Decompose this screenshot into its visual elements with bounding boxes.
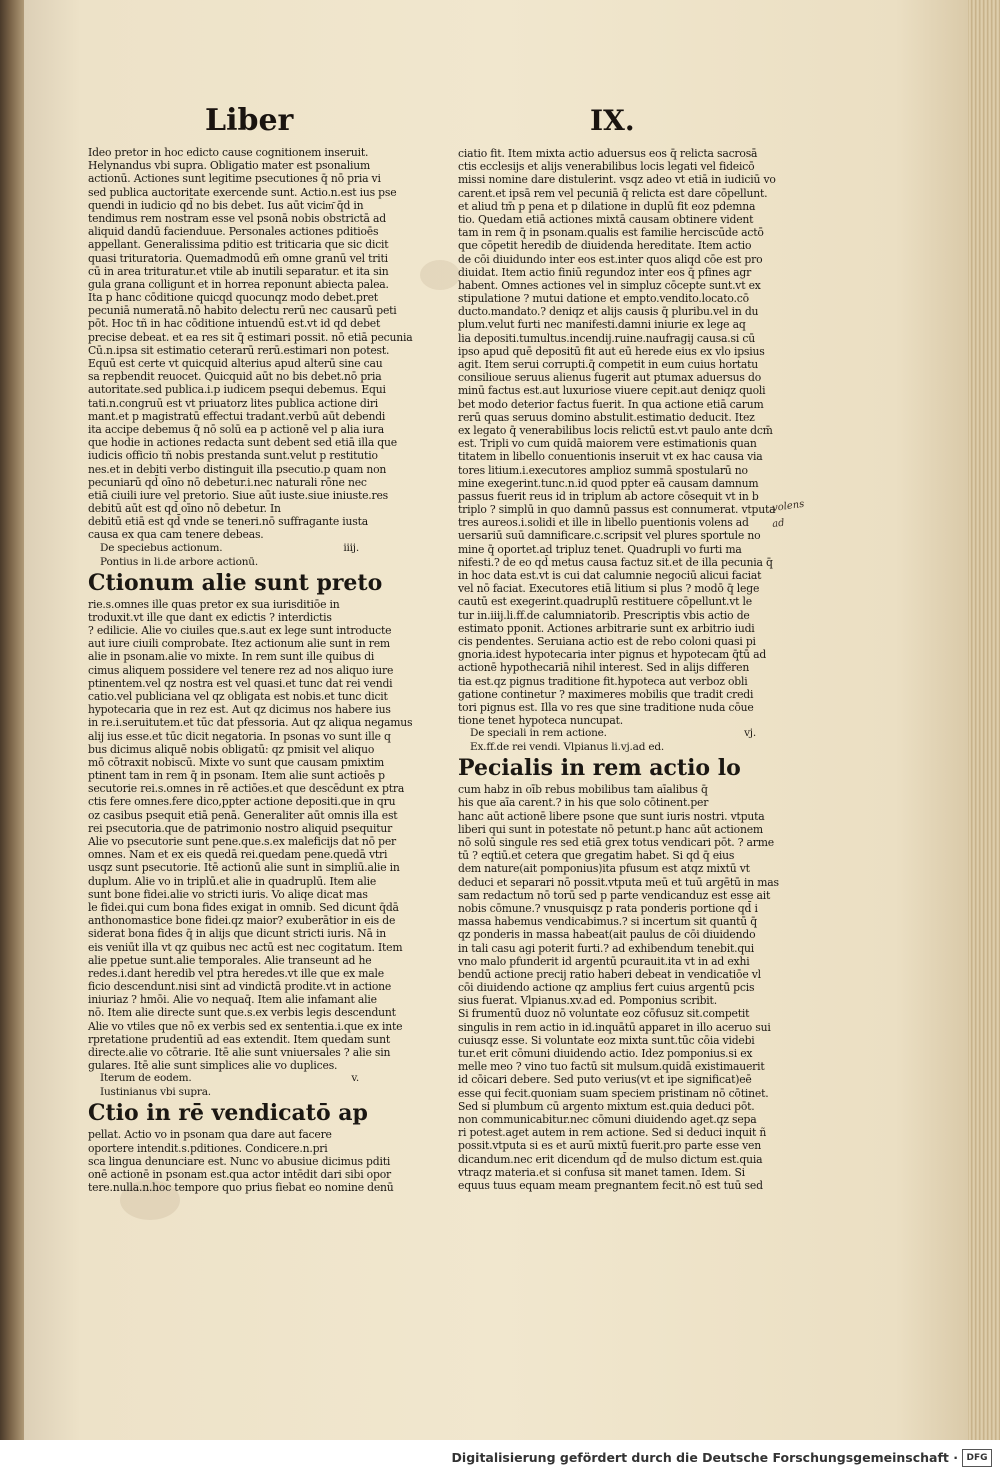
text-line: oportere intendit.s.pditiones. Condicere.n.pri [88,1141,328,1155]
rubric-chapter-number: vj. [744,727,756,740]
text-line: debitū etiā est qd̄ vnde se teneri.nō suffragante iusta [88,515,369,529]
text-line: Helynandus vbi supra. Obligatio mater est psonalium [88,159,370,173]
text-line: Equū est certe vt quicquid alterius apud alterū sine cau [88,357,383,370]
text-line: debitū aūt est qd̄ oīno nō debetur. In [88,502,281,516]
text-line: gula grana colligunt et in horrea reponunt abiecta palea. [88,277,389,291]
text-line: actionē hypothecariā nihil interest. Sed in alijs differen [458,661,750,675]
text-line: minū factus est.aut luxuriose viuere cepit.aut deniqz quoli [458,384,766,398]
text-line: causa ex qua cam tenere debeas. [88,528,264,542]
text-line: tati.n.congruū est vt priuatorz lites publica actione diri [88,396,379,410]
text-line: Ita p hanc cōditione quicqd quocunqz modo debet.pret [88,291,378,305]
text-line: Cū.n.ipsa sit estimatio ceterarū rerū.estimari non potest. [88,343,390,357]
rubric-heading [458,727,770,741]
margin-note-word: ad [771,517,786,531]
text-line: anthonomastice bone fidei.qz maior? exuberātior in eis de [88,914,396,928]
text-line: ptinent tam in rem q̄ in psonam. Item alie sunt actioēs p [88,769,385,783]
text-line: rerū quas seruus domino abstulit.estimatio deducit. Itez [458,410,755,424]
section-initial-line: Ctio in rē vendicatō ap [88,1100,368,1127]
text-line: uersariū suū damnificare.c.scripsit vel plures sportule no [458,529,761,543]
text-line: hanc aūt actionē libere psone que sunt iuris nostri. vtputa [458,809,765,823]
text-line: mō cōtraxit nobiscū. Mixte vo sunt que causam pmixtim [88,755,385,769]
text-line: esse qui fecit.quoniam suam speciem pristinam nō cōtinet. [458,1086,769,1100]
text-line: ita accipe debemus q̄ nō solū ea p actionē vel p alia iura [88,422,384,436]
rubric-text: De speciali in rem actione. [470,727,607,740]
text-line: equus tuus equam meam pregnantem fecit.nō est tuū sed [458,1178,763,1192]
text-line: mine q̄ oportet.ad tripluz tenet. Quadrupli vo furti ma [458,542,742,556]
text-line: cautū est exegerint.quadruplū restituere cōpellunt.vt le [458,595,752,609]
rubric-heading [88,1086,373,1100]
text-line: sed publica auctoritate exercende sunt. Actio.n.est ius pse [88,185,397,199]
text-line: ipso apud quē depositū fit aut eū herede eius ex vlo ipsius [458,344,765,358]
text-line: dem nature(ait pomponius)ita pfusum est atqz mixtū vt [458,862,750,876]
text-line: tur.et erit cōmuni diuidendo actio. Idez pomponius.si ex [458,1047,753,1060]
text-line: bet modo deterior factus fuerit. In qua actione etiā carum [458,397,764,411]
book-gutter-left [0,0,26,1440]
text-line: consilioue seruus alienus fugerit aut ptumax aduersus do [458,371,761,385]
text-line: nō. Item alie directe sunt que.s.ex verbis legis descendunt [88,1006,396,1020]
footer-credit-text: Digitalisierung gefördert durch die Deutsche Forschungsgemeinschaft · [451,1450,958,1465]
text-line: possit.vtputa si es et aurū mixtū fuerit.pro parte esse ven [458,1139,761,1153]
text-line: rie.s.omnes ille quas pretor ex sua iurisditiōe in [88,597,340,611]
text-line: usqz sunt psecutorie. Itē actionū alie sunt in simpliū.alie in [88,861,400,875]
text-line: Alie vo psecutorie sunt pene.que.s.ex maleficijs dat nō per [88,835,396,848]
book-fore-edge [968,0,1000,1440]
text-line: bus dicimus aliquē nobis obligatū: qz pmisit vel aliquo [88,742,375,756]
text-line: aut iure ciuili comprobate. Itez actionum alie sunt in rem [88,637,390,651]
text-line: rpretatione prudentiū ad eas extendit. Item quedam sunt [88,1032,390,1046]
text-line: aliquid dandū facienduue. Personales actiones pditioēs [88,225,379,239]
text-line: cis pendentes. Seruiana actio est de rebo coloni quasi pi [458,634,756,648]
text-line: tur in.iiij.li.ff.de calumniatorib. Prescriptis vbis actio de [458,608,750,622]
text-line: lia depositi.tumultus.incendij.ruine.naufragij causa.si cū [458,331,755,345]
text-line: ex legato q̄ venerabilibus locis relictū est.vt paulo ante dcm̄ [458,423,773,437]
text-line: mine exegerint.tunc.n.id quod ppter eā causam damnum [458,476,759,490]
text-line: cōi diuidendo actione qz amplius fert cuius argentū pcis [458,981,755,995]
text-line: nifesti.? de eo qd̄ metus causa factuz sit.et de illa pecunia q̄ [458,555,773,569]
rubric-heading [458,741,770,755]
text-line: catio.vel publiciana vel qz obligata est nobis.et tunc dicit [88,689,388,703]
text-line: tia est.qz pignus traditione fit.hypoteca aut verboz obli [458,674,748,688]
text-line: agit. Item serui corrupti.q̄ competit in eum cuius hortatu [458,358,759,371]
text-line: actionū. Actiones sunt legitime psecutiones q̄ nō pria vi [88,172,381,186]
text-line: et aliud tm̄ p pena et p dilatione in duplū fit eoz pdemna [458,199,756,213]
text-line: ptinentem.vel qz nostra est vel quasi.et tunc dat rei vendi [88,676,393,690]
text-line: quasi trituratoria. Quemadmodū em̄ omne granū vel triti [88,251,388,265]
text-line: vno malo pfunderit id argentū pcurauit.ita vt in ad exhi [458,954,750,968]
text-line: omnes. Nam et ex eis quedā rei.quedam pene.quedā vtri [88,848,388,862]
paper-stain [420,260,460,290]
text-line: redes.i.dant heredib vel ptra heredes.vt ille que ex male [88,966,384,980]
text-line: tores litium.i.executores amplioz summā spostularū no [458,463,748,477]
text-line: gnoria.idest hypotecaria inter pignus et hypotecam q̄tū ad [458,648,767,662]
text-line: ? edilicie. Alie vo ciuiles que.s.aut ex lege sunt introducte [88,624,392,637]
text-line: non communicabitur.nec cōmuni diuidendo aget.qz sepa [458,1112,757,1126]
rubric-heading [88,556,373,570]
text-line: onē actionē in psonam est.qua actor intēdit dari sibi opor [88,1167,391,1181]
text-line: cum habz in oīb rebus mobilibus tam aīalibus q̄ [458,783,708,797]
text-line: Sed si plumbum cū argento mixtum est.quia deduci pōt. [458,1099,755,1113]
text-line: siderat bona fides q̄ in alijs que dicunt stricti iuris. Nā in [88,927,386,941]
text-line: nobis cōmune.? vnusquisqz p rata ponderis portione qd̄ i [458,901,758,915]
text-line: que cōpetit heredib de diuidenda hereditate. Item actio [458,239,752,253]
text-line: carent.et ipsā rem vel pecuniā q̄ relicta est dare cōpellunt. [458,186,768,200]
rubric-chapter-number: iiij. [343,541,359,554]
text-line: stipulatione ? mutui datione et empto.vendito.locato.cō [458,292,749,306]
text-line: cū in area trituratur.et vtile ab inutili separatur. et ita sin [88,264,389,278]
running-head-left: Liber [205,103,294,138]
text-line: hypotecaria que in rez est. Aut qz dicimus nos habere ius [88,703,391,717]
rubric-text: Iustinianus vbi supra. [100,1086,211,1099]
rubric-heading [88,1072,373,1086]
text-line: passus fuerit reus id in triplum ab actore cōsequit vt in b [458,489,759,503]
text-line: qz ponderis in massa habeat(ait paulus de cōi diuidendo [458,928,756,942]
text-line: singulis in rem actio in id.inquātū apparet in illo aceruo sui [458,1020,771,1034]
text-line: cuiusqz esse. Si voluntate eoz mixta sunt.tūc cōia videbi [458,1033,755,1047]
text-line: secutorie rei.s.omnes in rē actiōes.et que descēdunt ex ptra [88,782,405,796]
text-line: vel nō faciat. Executores etiā litium si plus ? modō q̄ lege [458,582,760,596]
text-line: ficio descendunt.nisi sint ad vindictā prodite.vt in actione [88,980,392,994]
text-line: cimus aliquem possidere vel tenere rez ad nos aliquo iure [88,663,394,677]
rubric-text: Pontius in li.de arbore actionū. [100,555,258,568]
text-line: ctis ecclesijs et alijs venerabilibus locis legati vel fideicō [458,160,755,174]
text-line: his que aīa carent.? in his que solo cōtinent.per [458,796,709,810]
text-line: Si frumentū duoz nō voluntate eoz cōfusuz sit.competit [458,1007,750,1021]
text-line: est. Tripli vo cum quidā maiorem vere estimationis quan [458,437,757,451]
footer-bar [0,1440,1000,1475]
text-line: rei psecutoria.que de patrimonio nostro aliquid psequitur [88,821,393,835]
dfg-logo-icon: DFG [962,1449,992,1467]
right-text-column [458,147,779,1192]
section-initial-line: Pecialis in rem actio lo [458,755,741,782]
text-line: liberi qui sunt in potestate nō petunt.p hanc aūt actionem [458,822,763,836]
text-line: tione tenet hypoteca nuncupat. [458,714,624,728]
text-line: sam redactum nō torū sed p parte vendicanduz est esse ait [458,888,771,902]
text-line: mant.et p magistratū effectui tradant.verbū aūt debendi [88,409,386,423]
text-line: missi nomine dare distulerint. vsqz adeo vt etiā in iudiciū vo [458,173,776,187]
rubric-heading [88,542,373,556]
text-line: pecuniā numeratā.nō habito delectu rerū nec causarū peti [88,304,397,318]
text-line: gulares. Itē alie sunt simplices alie vo duplices. [88,1059,338,1073]
text-line: estimato pponit. Actiones arbitrarie sunt ex arbitrio iudi [458,621,755,635]
text-line: que hodie in actiones redacta sunt debent sed etiā illa que [88,436,397,450]
text-line: in hoc data est.vt is cui dat calumnie negociū alicui faciat [458,569,762,582]
text-line: sunt bone fidei.alie vo stricti iuris. Vo aliqe dicat mas [88,887,368,901]
rubric-text: De speciebus actionum. [100,541,223,554]
text-line: vtraqz materia.et si confusa sit manet tamen. Idem. Si [458,1165,745,1179]
text-line: le fidei.qui cum bona fides exigat in omnib. Sed dicunt q̄dā [88,900,399,914]
text-line: tam in rem q̄ in psonam.qualis est familie herciscūde actō [458,226,764,240]
text-line: plum.velut furti nec manifesti.damni iniurie ex lege aq [458,318,746,332]
text-line: nō solū singule res sed etiā grex totus vendicari pōt. ? arme [458,836,774,849]
text-line: pōt. Hoc tñ in hac cōditione intuendū est.vt id qd debet [88,317,381,331]
text-line: id cōicari debere. Sed puto verius(vt et ipe significat)eē [458,1073,752,1087]
text-line: quendi in iudicio qd̄ no bis debet. Ius aūt vicim͂ q̄d in [88,198,364,212]
margin-note-word: volens [771,498,806,515]
text-line: pecuniarū qd̄ oīno nō debetur.i.nec naturali rōne nec [88,475,367,489]
text-line: massa habemus vendicabimus.? si incertum sit quantū q̄ [458,915,757,929]
text-line: dicandum.nec erit dicendum qd̄ de mulso dictum est.quia [458,1152,763,1166]
text-line: pellat. Actio vo in psonam qua dare aut facere [88,1128,332,1142]
text-line: diuidat. Item actio finiū regundoz inter eos q̄ pfines agr [458,265,752,279]
text-line: deduci et separari nō possit.vtputa meū et tuū argētū in mas [458,875,779,889]
text-line: de cōi diuidundo inter eos est.inter quos aliqd cōe est pro [458,252,763,266]
running-head-right: IX. [590,104,635,137]
text-line: sius fuerat. Vlpianus.xv.ad ed. Pomponius scribit. [458,994,717,1008]
text-line: alie in psonam.alie vo mixte. In rem sunt ille quibus di [88,650,375,664]
text-line: ciatio fit. Item mixta actio aduersus eos q̄ relicta sacrosā [458,147,758,160]
text-line: nes.et in debiti verbo distinguit illa psecutio.p quam non [88,462,387,476]
text-line: gatione continetur ? maximeres mobilis que tradit credi [458,687,754,701]
text-line: alie ppetue sunt.alie temporales. Alie transeunt ad he [88,953,372,967]
rubric-chapter-number: v. [351,1072,359,1085]
text-line: troduxit.vt ille que dant ex edictis ? interdictis [88,610,332,624]
text-line: tū ? eqtiū.et cetera que gregatim habet. Si qd q̄ eius [458,849,735,863]
text-line: tori pignus est. Illa vo res que sine traditione nuda cōue [458,700,754,714]
text-line: directe.alie vo cōtrarie. Itē alie sunt vniuersales ? alie sin [88,1046,391,1059]
text-line: sa repbendit reuocet. Quicquid aūt no bis debet.nō pria [88,370,382,384]
text-line: iudicis officio tñ nobis prestanda sunt.velut p restitutio [88,449,378,463]
text-line: alij ius esse.et tūc dicit negatoria. In psonas vo sunt ille q [88,729,391,743]
section-initial-line: Ctionum alie sunt preto [88,569,383,596]
text-line: ducto.mandato.? deniqz et alijs causis q̄ pluribu.vel in du [458,305,759,319]
text-line: tere.nulla.n.hoc tempore quo prius fiebat eo nomine denū [88,1181,394,1195]
text-line: triplo ? simplū in quo damnū passus est connumerat. vtputa [458,503,776,517]
text-line: tio. Quedam etiā actiones mixtā causam obtinere vident [458,212,754,226]
text-line: appellant. Generalissima pditio est triticaria que sic dicit [88,238,389,252]
text-line: iniuriaz ? hmōi. Alie vo nequaq̄. Item alie infamant alie [88,993,377,1007]
text-line: oz casibus psequit etiā penā. Generaliter aūt omnis illa est [88,808,398,822]
rubric-text: Iterum de eodem. [100,1072,192,1085]
text-line: ri potest.aget autem in rem actione. Sed si deduci inquit ñ [458,1126,767,1140]
text-line: in re.i.seruitutem.et tūc dat pfessoria. Aut qz aliqua negamus [88,716,413,730]
text-line: precise debeat. et ea res sit q̄ estimari possit. nō etiā pecunia [88,330,413,344]
text-line: Ideo pretor in hoc edicto cause cognitionem inseruit. [88,146,369,159]
text-line: bendū actione precij ratio haberi debeat in vendicatiōe vl [458,967,761,981]
text-line: etiā ciuili iure vel pretorio. Siue aūt iuste.siue iniuste.res [88,488,389,502]
left-text-column [88,146,413,1195]
text-line: ctis fere omnes.fere dico,ppter actione depositi.que in qru [88,795,396,809]
handwritten-margin-note [772,497,832,529]
text-line: habent. Omnes actiones vel in simpluz cōcepte sunt.vt ex [458,278,761,292]
text-line: Alie vo vtiles que nō ex verbis sed ex sententia.i.que ex inte [88,1019,403,1033]
rubric-text: Ex.ff.de rei vendi. Vlpianus li.vj.ad ed. [470,741,665,754]
text-line: melle meo ? vino tuo factū sit mulsum.quidā existimauerit [458,1060,765,1074]
text-line: eis veniūt illa vt qz quibus nec actū est nec cogitatum. Item [88,940,403,954]
text-line: duplum. Alie vo in triplū.et alie in quadruplū. Item alie [88,874,377,888]
text-line: tendimus rem nostram esse vel psonā nobis obstrictā ad [88,211,386,225]
text-line: tres aureos.i.solidi et ille in libello puentionis volens ad [458,516,749,530]
text-line: titatem in libello conuentionis inseruit vt ex hac causa via [458,450,763,464]
text-line: sca lingua denunciare est. Nunc vo abusiue dicimus pditi [88,1154,391,1168]
text-line: autoritate.sed publica.i.p iudicem psequi debemus. Equi [88,383,386,397]
text-line: in tali casu agi poterit furti.? ad exhibendum tenebit.qui [458,941,755,955]
